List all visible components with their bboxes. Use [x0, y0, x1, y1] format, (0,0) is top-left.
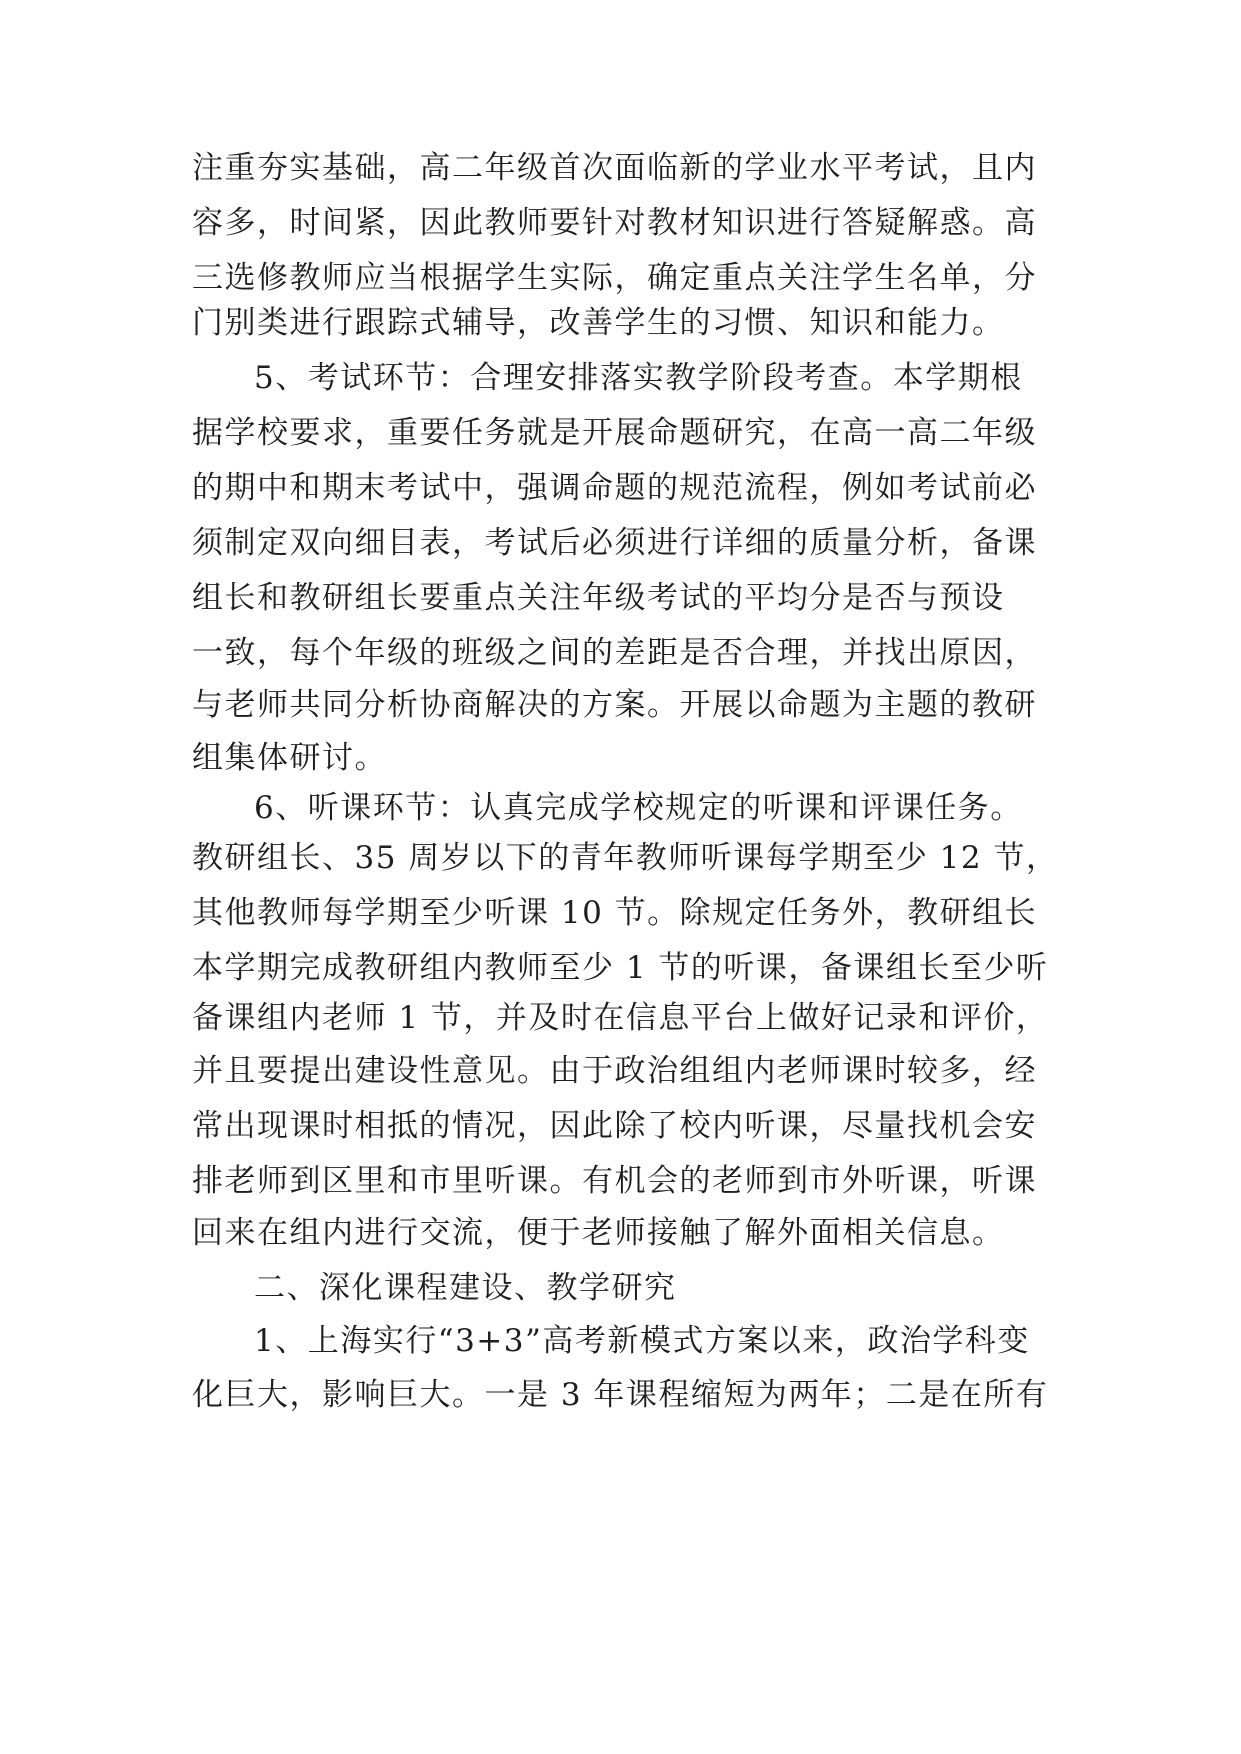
body-text-line: 与老师共同分析协商解决的方案。开展以命题为主题的教研 [192, 687, 1037, 723]
section-item-heading: 6、听课环节：认真完成学校规定的听课和评课任务。 [254, 790, 1023, 826]
body-text-line: 组集体研讨。 [192, 740, 387, 776]
body-text-line: 的期中和期末考试中，强调命题的规范流程，例如考试前必 [192, 470, 1037, 506]
body-text-line: 须制定双向细目表，考试后必须进行详细的质量分析，备课 [192, 525, 1037, 561]
body-text-line: 并且要提出建设性意见。由于政治组组内老师课时较多，经 [192, 1053, 1037, 1089]
body-text-line: 其他教师每学期至少听课 10 节。除规定任务外，教研组长 [192, 895, 1038, 931]
body-text-line: 一致，每个年级的班级之间的差距是否合理，并找出原因， [192, 635, 1037, 671]
body-text-line: 备课组内老师 1 节，并及时在信息平台上做好记录和评价， [192, 1000, 1049, 1036]
body-text-line: 注重夯实基础，高二年级首次面临新的学业水平考试，且内 [192, 150, 1037, 186]
body-text-line: 排老师到区里和市里听课。有机会的老师到市外听课，听课 [192, 1163, 1037, 1199]
body-text-line: 本学期完成教研组内教师至少 1 节的听课，备课组长至少听 [192, 950, 1049, 986]
body-text-line: 三选修教师应当根据学生实际，确定重点关注学生名单，分 [192, 260, 1037, 296]
body-text-line: 教研组长、35 周岁以下的青年教师听课每学期至少 12 节， [192, 840, 1059, 876]
section-item-heading: 1、上海实行“3+3”高考新模式方案以来，政治学科变 [254, 1323, 1030, 1359]
body-text-line: 门别类进行跟踪式辅导，改善学生的习惯、知识和能力。 [192, 305, 1005, 341]
section-item-heading: 5、考试环节：合理安排落实教学阶段考查。本学期根 [254, 360, 1023, 396]
body-text-line: 组长和教研组长要重点关注年级考试的平均分是否与预设 [192, 580, 1005, 616]
section-heading: 二、深化课程建设、教学研究 [254, 1270, 677, 1306]
body-text-line: 化巨大，影响巨大。一是 3 年课程缩短为两年；二是在所有 [192, 1377, 1049, 1413]
body-text-line: 据学校要求，重要任务就是开展命题研究，在高一高二年级 [192, 415, 1037, 451]
body-text-line: 回来在组内进行交流，便于老师接触了解外面相关信息。 [192, 1215, 1005, 1251]
body-text-line: 容多，时间紧，因此教师要针对教材知识进行答疑解惑。高 [192, 205, 1037, 241]
body-text-line: 常出现课时相抵的情况，因此除了校内听课，尽量找机会安 [192, 1108, 1037, 1144]
